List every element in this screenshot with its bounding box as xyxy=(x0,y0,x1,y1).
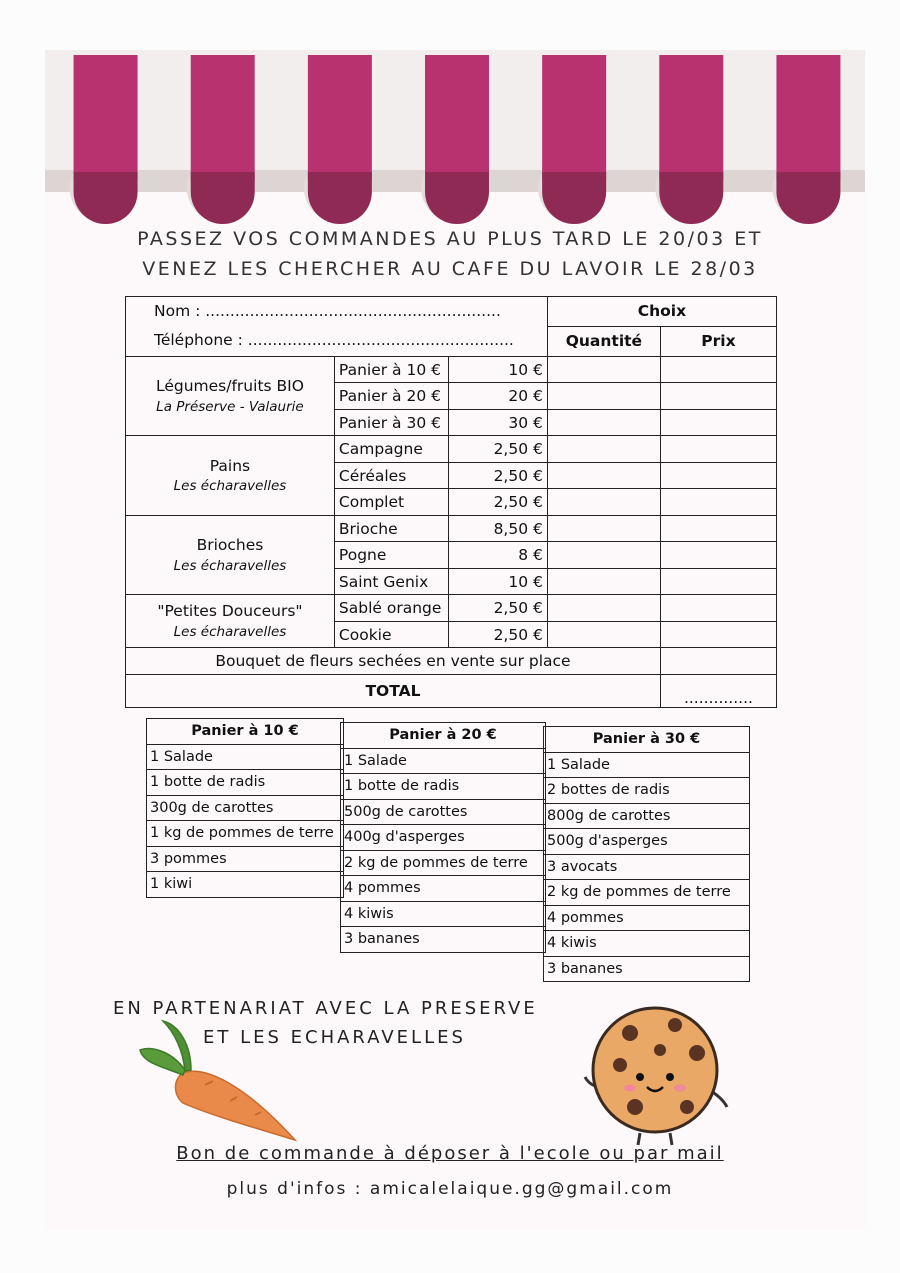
basket-item-row xyxy=(544,880,750,906)
product-row xyxy=(126,515,777,542)
quantity-input[interactable] xyxy=(547,356,660,383)
basket-item: 4 kiwis xyxy=(544,931,750,957)
bouquet-row xyxy=(126,648,777,675)
basket-item: 1 botte de radis xyxy=(147,770,344,796)
category-supplier: Les écharavelles xyxy=(173,478,287,495)
partnership-line-2: ET LES ECHARAVELLES xyxy=(203,1027,466,1048)
product-name: Campagne xyxy=(334,436,448,463)
product-price: 10 € xyxy=(448,568,547,595)
awning-stripe xyxy=(425,55,489,180)
basket-item: 4 pommes xyxy=(341,876,546,902)
basket-item: 1 Salade xyxy=(544,752,750,778)
quantity-input[interactable] xyxy=(547,383,660,410)
basket-item-row xyxy=(147,770,344,796)
quantity-input[interactable] xyxy=(547,489,660,516)
product-price: 8,50 € xyxy=(448,515,547,542)
basket-item-row xyxy=(341,748,546,774)
basket-item: 3 avocats xyxy=(544,854,750,880)
category-cell xyxy=(126,595,335,648)
quantity-input[interactable] xyxy=(547,462,660,489)
awning-stripe xyxy=(542,55,606,180)
price-input[interactable] xyxy=(660,515,776,542)
price-input[interactable] xyxy=(660,462,776,489)
basket-item: 3 bananes xyxy=(544,956,750,982)
headline-line-1: PASSEZ VOS COMMANDES AU PLUS TARD LE 20/03 ET xyxy=(137,228,763,250)
basket-item: 1 Salade xyxy=(147,744,344,770)
basket-item: 500g d'asperges xyxy=(544,829,750,855)
basket-20-table xyxy=(340,722,546,953)
product-name: Panier à 20 € xyxy=(334,383,448,410)
quantity-input[interactable] xyxy=(547,542,660,569)
basket-item-row xyxy=(341,825,546,851)
awning-scallop xyxy=(74,172,138,224)
awning-scallop xyxy=(659,172,723,224)
basket-header-row xyxy=(341,723,546,749)
product-price: 2,50 € xyxy=(448,595,547,622)
category-cell xyxy=(126,436,335,516)
footer-contact-email[interactable]: plus d'infos : amicalelaique.gg@gmail.com xyxy=(226,1179,674,1199)
basket-item-row xyxy=(147,744,344,770)
quantity-input[interactable] xyxy=(547,409,660,436)
product-price: 20 € xyxy=(448,383,547,410)
order-table xyxy=(125,296,777,708)
awning-scallop xyxy=(308,172,372,224)
basket-title: Panier à 10 € xyxy=(147,719,344,745)
quantite-header: Quantité xyxy=(547,326,660,356)
form-header-row xyxy=(126,297,777,327)
telephone-field[interactable]: Téléphone : ...................................................... xyxy=(154,331,514,350)
price-input[interactable] xyxy=(660,409,776,436)
basket-item-row xyxy=(341,876,546,902)
product-row xyxy=(126,436,777,463)
cookie-illustration xyxy=(575,995,735,1155)
product-price: 8 € xyxy=(448,542,547,569)
footer-instruction: Bon de commande à déposer à l'ecole ou par mail xyxy=(176,1143,724,1164)
awning-scallop xyxy=(542,172,606,224)
carrot-illustration xyxy=(135,1015,310,1150)
basket-item: 2 kg de pommes de terre xyxy=(341,850,546,876)
product-price: 30 € xyxy=(448,409,547,436)
category-cell xyxy=(126,515,335,595)
partnership-line-1: EN PARTENARIAT AVEC LA PRESERVE xyxy=(113,998,538,1019)
bouquet-empty-cell xyxy=(660,648,776,675)
price-input[interactable] xyxy=(660,621,776,648)
choix-header: Choix xyxy=(547,297,776,327)
basket-item: 1 botte de radis xyxy=(341,774,546,800)
nom-field[interactable]: Nom : ............................................................ xyxy=(154,302,501,320)
basket-item-row xyxy=(147,846,344,872)
basket-header-row xyxy=(544,727,750,753)
category-cell xyxy=(126,356,335,436)
basket-item: 500g de carottes xyxy=(341,799,546,825)
product-row xyxy=(126,595,777,622)
basket-item: 1 Salade xyxy=(341,748,546,774)
product-price: 10 € xyxy=(448,356,547,383)
awning-stripe xyxy=(776,55,840,180)
product-price: 2,50 € xyxy=(448,436,547,463)
awning-stripe xyxy=(191,55,255,180)
basket-item: 800g de carottes xyxy=(544,803,750,829)
quantity-input[interactable] xyxy=(547,621,660,648)
product-name: Pogne xyxy=(334,542,448,569)
basket-header-row xyxy=(147,719,344,745)
quantity-input[interactable] xyxy=(547,595,660,622)
category-supplier: Les écharavelles xyxy=(173,557,287,574)
awning-stripe xyxy=(74,55,138,180)
bouquet-label: Bouquet de fleurs sechées en vente sur place xyxy=(126,648,661,675)
basket-title: Panier à 30 € xyxy=(544,727,750,753)
price-input[interactable] xyxy=(660,383,776,410)
price-input[interactable] xyxy=(660,568,776,595)
awning-stripe xyxy=(659,55,723,180)
basket-item: 4 pommes xyxy=(544,905,750,931)
awning-illustration xyxy=(45,50,865,225)
total-label: TOTAL xyxy=(126,674,661,707)
quantity-input[interactable] xyxy=(547,515,660,542)
basket-item-row xyxy=(544,854,750,880)
awning-scallop xyxy=(191,172,255,224)
quantity-input[interactable] xyxy=(547,436,660,463)
product-name: Panier à 10 € xyxy=(334,356,448,383)
basket-item-row xyxy=(147,872,344,898)
basket-item-row xyxy=(544,752,750,778)
product-price: 2,50 € xyxy=(448,489,547,516)
basket-item-row xyxy=(341,799,546,825)
basket-item-row xyxy=(544,829,750,855)
price-input[interactable] xyxy=(660,595,776,622)
category-name: Légumes/fruits BIO xyxy=(155,377,304,396)
basket-item-row xyxy=(544,931,750,957)
price-input[interactable] xyxy=(660,489,776,516)
basket-item-row xyxy=(147,795,344,821)
basket-title: Panier à 20 € xyxy=(341,723,546,749)
basket-item-row xyxy=(341,774,546,800)
basket-item-row xyxy=(544,803,750,829)
basket-item: 2 kg de pommes de terre xyxy=(544,880,750,906)
basket-item: 300g de carottes xyxy=(147,795,344,821)
prix-header: Prix xyxy=(660,326,776,356)
product-name: Complet xyxy=(334,489,448,516)
product-price: 2,50 € xyxy=(448,621,547,648)
basket-item: 3 pommes xyxy=(147,846,344,872)
product-name: Panier à 30 € xyxy=(334,409,448,436)
headline-line-2: VENEZ LES CHERCHER AU CAFE DU LAVOIR LE 28/03 xyxy=(142,258,758,280)
quantity-input[interactable] xyxy=(547,568,660,595)
basket-item: 1 kg de pommes de terre xyxy=(147,821,344,847)
basket-10-table xyxy=(146,718,344,898)
total-value[interactable]: .............. xyxy=(660,674,776,707)
category-name: Brioches xyxy=(196,536,264,555)
price-input[interactable] xyxy=(660,356,776,383)
basket-item-row xyxy=(147,821,344,847)
product-name: Brioche xyxy=(334,515,448,542)
total-row xyxy=(126,674,777,707)
basket-item: 3 bananes xyxy=(341,927,546,953)
price-input[interactable] xyxy=(660,542,776,569)
product-row xyxy=(126,356,777,383)
contact-fields[interactable] xyxy=(126,297,548,357)
basket-item: 400g d'asperges xyxy=(341,825,546,851)
awning-scallop xyxy=(425,172,489,224)
basket-item-row xyxy=(544,905,750,931)
basket-item-row xyxy=(341,927,546,953)
category-name: Pains xyxy=(209,456,251,475)
basket-30-table xyxy=(543,726,750,982)
basket-item-row xyxy=(544,956,750,982)
basket-item: 2 bottes de radis xyxy=(544,778,750,804)
awning-stripe xyxy=(308,55,372,180)
basket-item-row xyxy=(341,850,546,876)
product-price: 2,50 € xyxy=(448,462,547,489)
basket-item: 1 kiwi xyxy=(147,872,344,898)
category-supplier: Les écharavelles xyxy=(173,623,287,640)
category-name: "Petites Douceurs" xyxy=(157,602,303,621)
category-supplier: La Préserve - Valaurie xyxy=(156,398,304,415)
basket-item: 4 kiwis xyxy=(341,901,546,927)
product-name: Cookie xyxy=(334,621,448,648)
basket-item-row xyxy=(341,901,546,927)
product-name: Saint Genix xyxy=(334,568,448,595)
basket-item-row xyxy=(544,778,750,804)
product-name: Céréales xyxy=(334,462,448,489)
awning-scallop xyxy=(776,172,840,224)
price-input[interactable] xyxy=(660,436,776,463)
product-name: Sablé orange xyxy=(334,595,448,622)
